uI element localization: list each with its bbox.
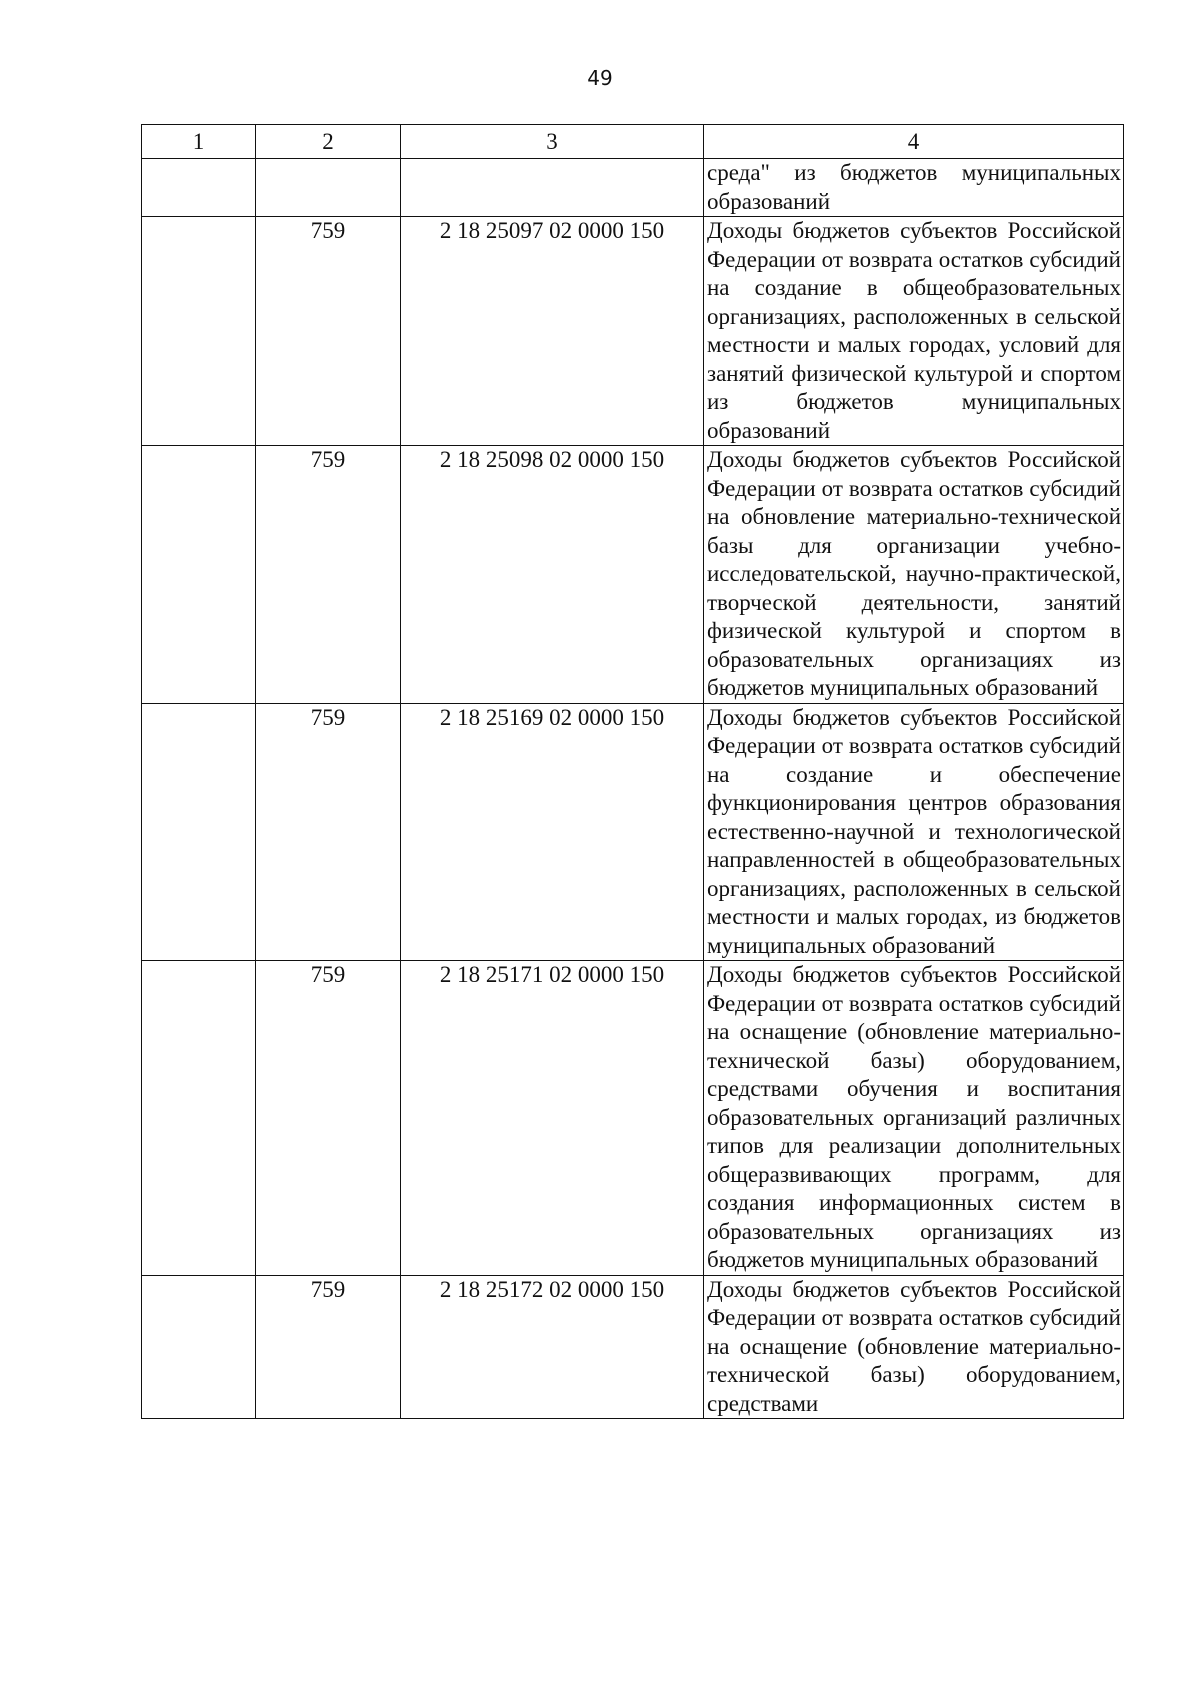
admin-code: [256, 159, 401, 217]
table-row: [142, 961, 1124, 1276]
revenue-code: 2 18 25169 02 0000 150: [401, 703, 704, 961]
revenue-code: 2 18 25098 02 0000 150: [401, 446, 704, 704]
revenue-code: 2 18 25172 02 0000 150: [401, 1275, 704, 1419]
admin-code: 759: [256, 1275, 401, 1419]
table-row: [142, 217, 1124, 446]
header-col-2: 2: [256, 125, 401, 159]
admin-code: 759: [256, 703, 401, 961]
header-col-3: 3: [401, 125, 704, 159]
revenue-description: Доходы бюджетов субъектов Российской Федерации от возврата остатков субсидий на создание в общеобразовательных организациях, расположенных в сельской местности и малых городах, условий для занятий физической культурой и спортом из бюджетов муниципальных образований: [704, 217, 1124, 446]
revenue-code: 2 18 25097 02 0000 150: [401, 217, 704, 446]
header-col-1: 1: [142, 125, 256, 159]
page-number: 49: [587, 66, 613, 90]
row-col-1: [142, 961, 256, 1276]
admin-code: 759: [256, 217, 401, 446]
table-row: [142, 159, 1124, 217]
row-col-1: [142, 1275, 256, 1419]
revenue-description: Доходы бюджетов субъектов Российской Федерации от возврата остатков субсидий на оснащение (обновление материально-технической базы) оборудованием, средствами: [704, 1275, 1124, 1419]
admin-code: 759: [256, 446, 401, 704]
row-col-1: [142, 446, 256, 704]
revenue-code: [401, 159, 704, 217]
header-row: [142, 125, 1124, 159]
header-col-4: 4: [704, 125, 1124, 159]
row-col-1: [142, 703, 256, 961]
revenue-description: Доходы бюджетов субъектов Российской Федерации от возврата остатков субсидий на оснащение (обновление материально-технической базы) оборудованием, средствами обучения и воспитания образовательных организаций различных типов для реализации дополнительных общеразвивающих программ, для создания информационных систем в образовательных организациях из бюджетов муниципальных образований: [704, 961, 1124, 1276]
table-row: [142, 703, 1124, 961]
table-row: [142, 1275, 1124, 1419]
admin-code: 759: [256, 961, 401, 1276]
row-col-1: [142, 159, 256, 217]
revenue-code: 2 18 25171 02 0000 150: [401, 961, 704, 1276]
table-row: [142, 446, 1124, 704]
revenue-description: среда" из бюджетов муниципальных образований: [704, 159, 1124, 217]
revenue-codes-table: [141, 124, 1124, 1419]
revenue-description: Доходы бюджетов субъектов Российской Федерации от возврата остатков субсидий на создание и обеспечение функционирования центров образования естественно-научной и технологической направленностей в общеобразовательных организациях, расположенных в сельской местности и малых городах, из бюджетов муниципальных образований: [704, 703, 1124, 961]
revenue-description: Доходы бюджетов субъектов Российской Федерации от возврата остатков субсидий на обновление материально-технической базы для организации учебно-исследовательской, научно-практической, творческой деятельности, занятий физической культурой и спортом в образовательных организациях из бюджетов муниципальных образований: [704, 446, 1124, 704]
row-col-1: [142, 217, 256, 446]
